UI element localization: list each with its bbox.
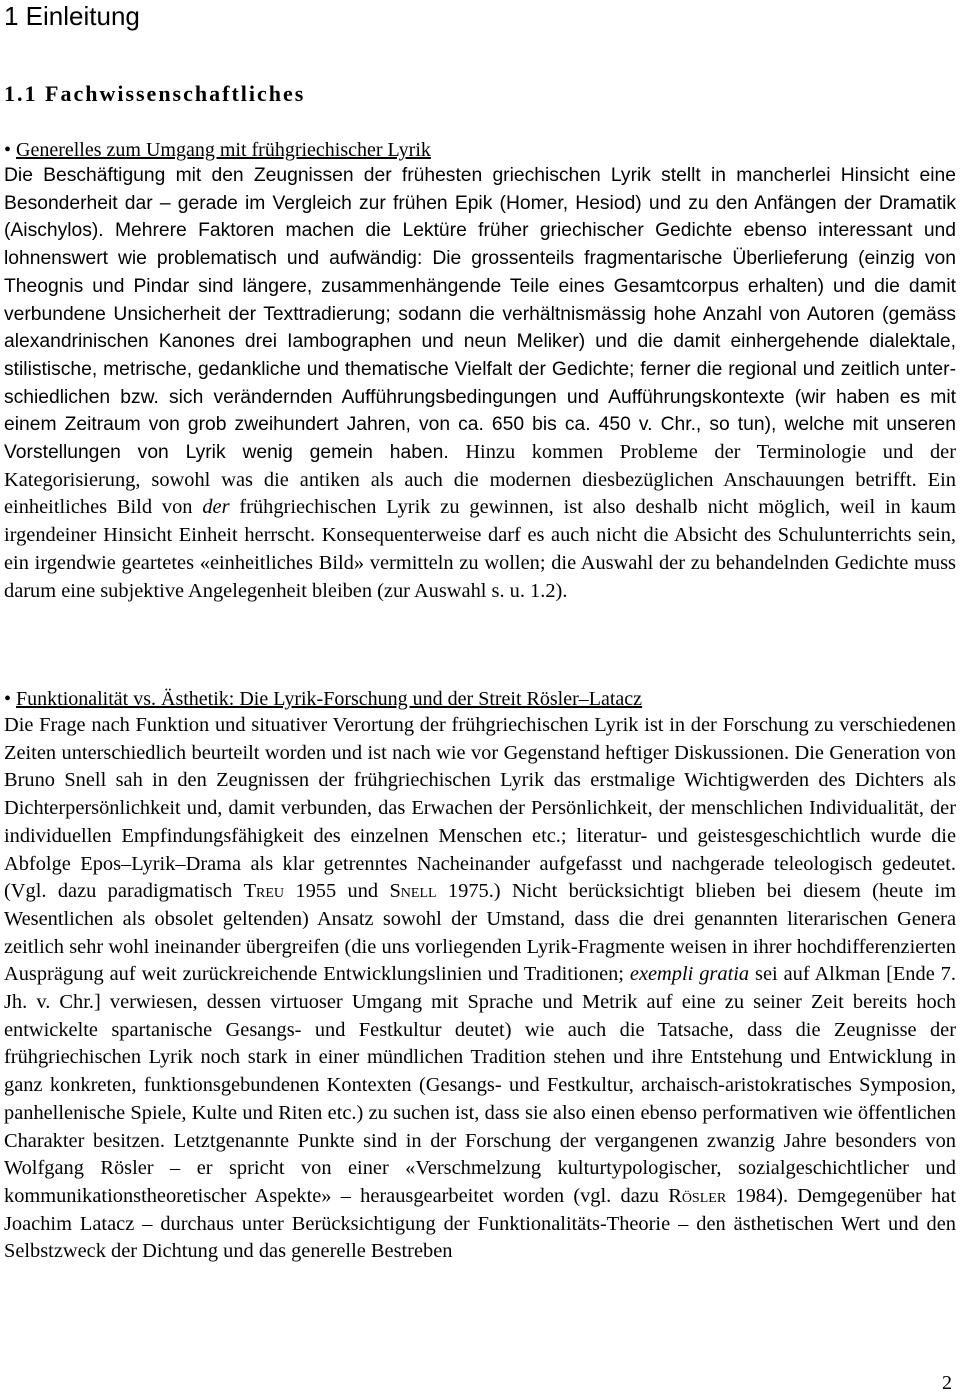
paragraph-text: 1984). Demgegenüber hat Joachim Latacz – durchaus unter Berücksichtigung der Funktionalitäts-Theorie – den ästhetischen Wert und den Selbstzweck der Dichtung und das generelle Bestreben — [4, 1184, 956, 1263]
paragraph-funktionalitaet — [4, 712, 956, 1266]
citation-author-roesler: Rösler — [668, 1184, 727, 1207]
paragraph-text: 1975.) Nicht berücksichtigt blieben bei diesem (heute im Wesentlichen als obsolet geltenden) Ansatz sowohl der Umstand, dass die drei genannten literarischen Genera zeitlich sehr wohl ineinander übergreifen (die uns vorliegenden Lyrik-Fragmente weisen in ihrer hochdifferenzierten Ausprägung auf weit zurückreichende Entwicklungslinien und Traditionen; — [4, 880, 956, 986]
emphasis-exempli-gratia: exempli gratia — [629, 963, 750, 986]
citation-author-snell: Snell — [389, 880, 437, 903]
paragraph-text: Die Frage nach Funktion und situativer Verortung der frühgriechischen Lyrik ist in der Forschung zu verschiedenen Zeiten unterschiedlich beurteilt worden und ist nach wie vor Gegenstand heftiger Diskussionen. Die Generation von Bruno Snell sah in den Zeugnissen der frühgriechischen Lyrik das erstmalige Wichtigwerden des Dichters als Dichterpersönlichkeit und, damit verbunden, das Erwachen der Persönlichkeit, der menschlichen Individualität, der individuellen Empfindungsfähigkeit des einzelnen Menschen etc.; literatur- und geistesgeschichtlich wurde die Abfolge Epos–Lyrik–Drama als klar getrenntes Nacheinander aufgefasst und nachgerade teleologisch gedeutet. (Vgl. dazu paradigmatisch — [4, 714, 956, 903]
page-number: 2 — [942, 1372, 952, 1394]
bullet-heading-generelles — [4, 136, 431, 164]
paragraph-text: Hinzu kommen Probleme der Terminologie und der Kategorisierung, sowohl was die antiken als auch die modernen diesbezüglichen Anschauungen betrifft. Ein einheitliches Bild von — [4, 441, 956, 519]
chapter-heading: 1 Einleitung — [4, 1, 140, 31]
paragraph-text: 1955 und — [284, 880, 390, 903]
bullet-title: Funktionalität vs. Ästhetik: Die Lyrik-Forschung und der Streit Rösler–Latacz — [16, 688, 643, 710]
bullet-icon: • — [4, 139, 12, 161]
bullet-icon: • — [4, 688, 12, 710]
paragraph-sans-text: Die Beschäftigung mit den Zeugnissen der frühesten griechischen Lyrik stellt in mancherlei Hinsicht eine Besonderheit dar – gerade im Vergleich zur frühen Epik (Homer, Hesiod) und zu den Anfängen der Dramatik (Aischylos). Mehrere Faktoren machen die Lektüre früher griechischer Gedichte ebenso interessant und lohnenswert wie problematisch und aufwändig: Die grossenteils fragmentarische Überlieferung (einzig von Theognis und Pindar sind längere, zusammenhängende Teile eines Gesamtcorpus erhalten) und die damit verbundene Unsicherheit der Texttradierung; sodann die verhältnismässig hohe Anzahl von Autoren (gemäss alexandrinischen Kanones drei Iambographen und neun Meliker) und die damit einhergehende dialektale, stilistische, metrische, gedankliche und thematische Vielfalt der Gedichte; ferner die regional und zeitlich unterschiedlichen bzw. sich verändernden Aufführungsbedingungen und Aufführungskontexte (wir haben es mit einem Zeitraum von grob zweihundert Jahren, von ca. 650 bis ca. 450 v. Chr., so tun), welche mit unseren Vorstellungen von Lyrik wenig gemein haben. — [4, 165, 956, 464]
paragraph-text: frühgriechischen Lyrik zu gewinnen, ist also deshalb nicht möglich, weil in kaum irgendeiner Hinsicht Einheit herrscht. Konsequenterweise darf es auch nicht die Absicht des Schulunterrichts sein, ein irgendwie geartetes «einheitliches Bild» vermitteln zu wollen; die Auswahl der zu behandelnden Gedichte muss darum eine subjektive Angelegenheit bleiben (zur Auswahl s. u. 1.2). — [4, 496, 956, 602]
paragraph-generelles — [4, 162, 956, 605]
bullet-title: Generelles zum Umgang mit frühgriechischer Lyrik — [16, 139, 431, 161]
section-heading: 1.1 Fachwissenschaftliches — [4, 81, 306, 106]
emphasis-der: der — [202, 496, 230, 519]
paragraph-text: sei auf Alkman [Ende 7. Jh. v. Chr.] verwiesen, dessen virtuoser Umgang mit Sprache und Metrik auf eine zu seiner Zeit bereits hoch entwickelte spartanische Gesangs- und Festkultur deutet) wie auch die Tatsache, dass die Zeugnisse der frühgriechischen Lyrik noch stark in einer mündlichen Tradition stehen und ihre Entstehung und Entwicklung in ganz konkreten, funktionsgebundenen Kontexten (Gesangs- und Festkultur, archaisch-aristokratisches Symposion, panhellenische Spiele, Kulte und Riten etc.) zu suchen ist, dass sie also einen ebenso performativen wie öffentlichen Charakter besitzen. Letztgenannte Punkte sind in der Forschung der vergangenen zwanzig Jahre besonders von Wolfgang Rösler – er spricht von einer «Verschmelzung kulturtypologischer, sozialgeschichtlicher und kommunikationstheoretischer Aspekte» – herausgearbeitet worden (vgl. dazu — [4, 963, 956, 1207]
citation-author-treu: Treu — [243, 880, 285, 903]
bullet-heading-funktionalitaet — [4, 685, 642, 713]
